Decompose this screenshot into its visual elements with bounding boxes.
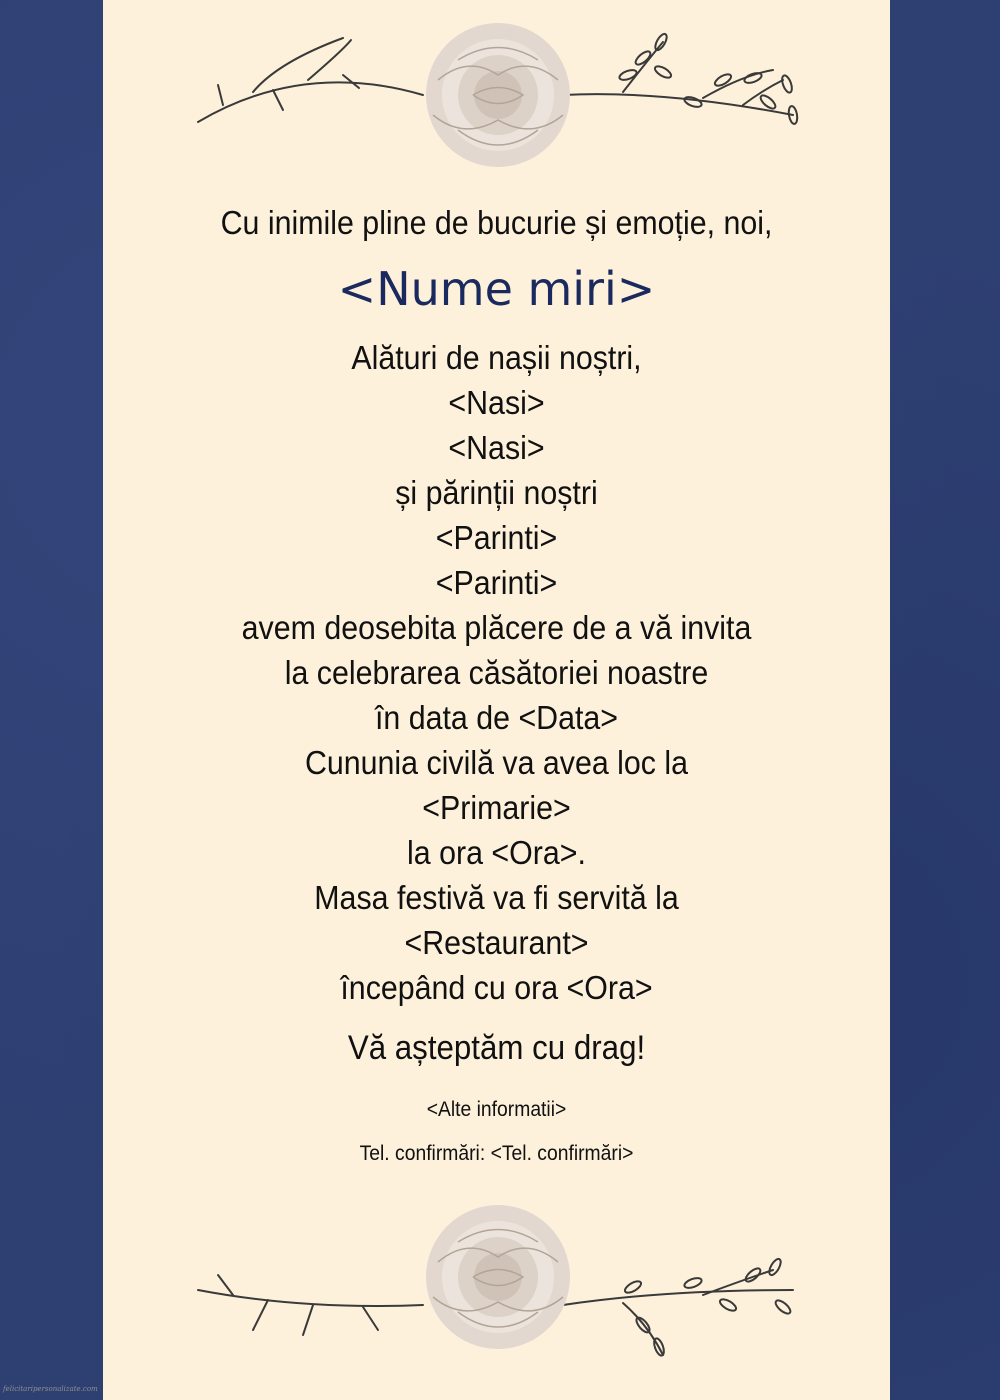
flower-branch-ornament-top xyxy=(103,20,890,190)
body-line: <Restaurant> xyxy=(404,924,589,961)
body-line: <Parinti> xyxy=(435,564,558,601)
flower-icon xyxy=(426,1205,570,1349)
body-line: în data de <Data> xyxy=(374,699,619,736)
body-line: <Nasi> xyxy=(448,429,545,466)
closing-text: Vă așteptăm cu drag! xyxy=(347,1029,646,1067)
flower-branch-ornament-bottom xyxy=(103,1195,890,1365)
invitation-card xyxy=(103,0,890,1400)
body-line: și părinții noștri xyxy=(395,474,598,511)
phone-confirmation: Tel. confirmări: <Tel. confirmări> xyxy=(359,1142,634,1165)
body-line: la celebrarea căsătoriei noastre xyxy=(284,654,709,691)
couple-names: <Nume miri> xyxy=(337,262,656,316)
invitation-body xyxy=(103,335,890,1010)
body-line: avem deosebita plăcere de a vă invita xyxy=(241,609,752,646)
flower-icon xyxy=(426,23,570,167)
body-line: <Parinti> xyxy=(435,519,558,556)
watermark: felicitaripersonalizate.com xyxy=(3,1385,98,1393)
body-line: Masa festivă va fi servită la xyxy=(314,879,679,916)
intro-text: Cu inimile pline de bucurie și emoție, noi, xyxy=(220,204,773,241)
body-line: Cununia civilă va avea loc la xyxy=(304,744,689,781)
body-line: <Primarie> xyxy=(422,789,571,826)
body-line: Alături de nașii noștri, xyxy=(351,339,642,376)
body-line: <Nasi> xyxy=(448,384,545,421)
body-line: începând cu ora <Ora> xyxy=(340,969,653,1006)
body-line: la ora <Ora>. xyxy=(407,834,586,871)
other-info: <Alte informatii> xyxy=(426,1098,567,1121)
